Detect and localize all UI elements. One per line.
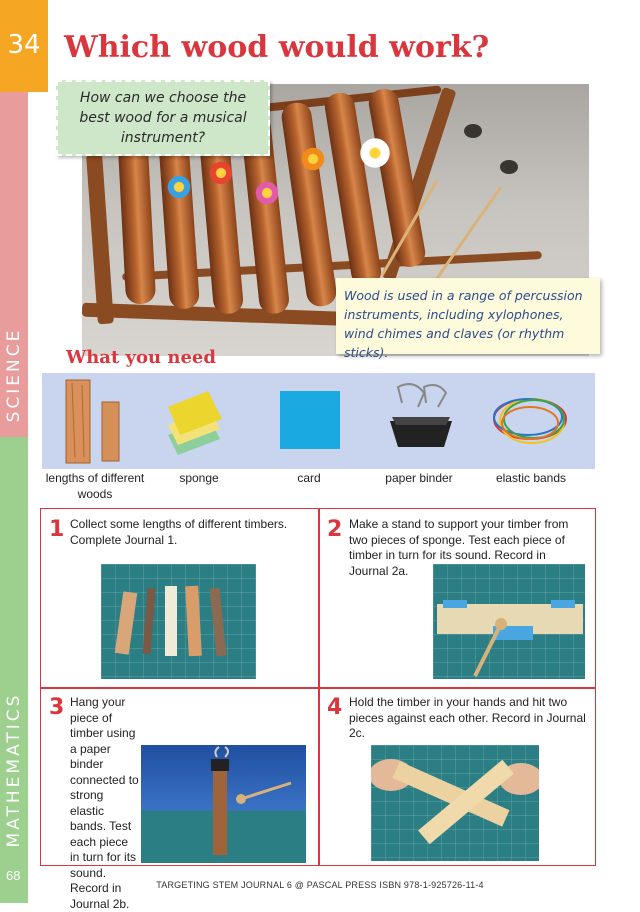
material-label-sponge: sponge [179,471,219,485]
grid-divider-horizontal [41,687,595,689]
lesson-number: 34 [7,30,41,60]
page-title: Which wood would work? [64,30,490,65]
page-number: 68 [6,868,21,883]
material-label-wood: lengths of different woods [45,471,145,501]
paper-binder-icon [390,384,452,447]
step-2-photo-sponge-stand [433,564,585,679]
mathematics-side-label: MATHEMATICS [4,692,24,848]
sponge-icon [168,391,222,455]
elastic-bands-icon [494,399,566,443]
material-label-elastic-bands: elastic bands [495,471,567,485]
page-footer: TARGETING STEM JOURNAL 6 @ PASCAL PRESS ISBN 978-1-925726-11-4 [156,880,484,890]
material-label-card: card [297,471,321,485]
step-3-photo-hanging-timber [141,745,306,863]
wood-lengths-icon [66,380,119,463]
material-label-binder: paper binder [385,471,453,485]
science-side-label: SCIENCE [4,327,24,423]
step-2-text: Make a stand to support your timber from two pieces of sponge. Test each piece of timber in turn for its sound. Record in Journal 2a. [349,517,569,578]
step-1-text: Collect some lengths of different timbers. Complete Journal 1. [70,517,288,547]
step-4-number: 4 [327,695,343,720]
step-3-text: Hang your piece of timber using a paper binder connected to strong elastic bands. Test each piece in turn for its sound. Record in Journal 2b. [70,695,139,911]
lesson-number-tab [0,0,48,92]
step-1-number: 1 [49,517,65,542]
materials-bar [42,373,595,469]
step-4-text: Hold the timber in your hands and hit two pieces against each other. Record in Journal 2c. [349,695,586,740]
card-icon [280,391,340,449]
step-1-photo-timbers [101,564,256,679]
inquiry-question-card: How can we choose the best wood for a musical instrument? [56,80,270,156]
fact-callout: Wood is used in a range of percussion instruments, including xylophones, wind chimes and claves (or rhythm sticks). [336,278,600,354]
materials-illustrations [42,373,595,469]
step-4-photo-hitting-timbers [371,745,539,861]
step-2-number: 2 [327,517,343,542]
what-you-need-heading: What you need [66,347,216,368]
step-3-number: 3 [49,695,65,720]
